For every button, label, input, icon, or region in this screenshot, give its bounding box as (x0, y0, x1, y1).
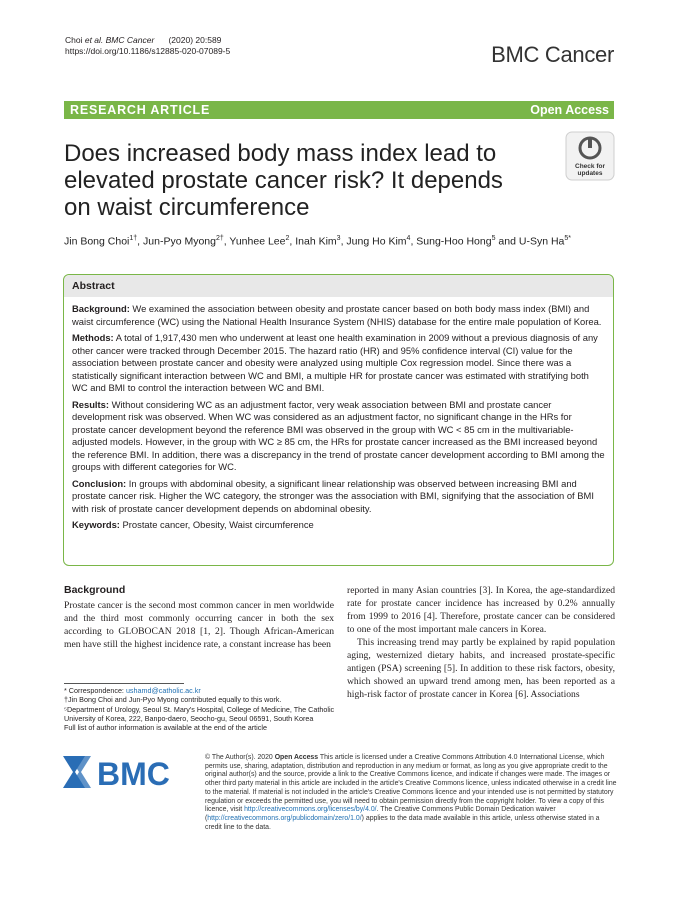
abstract-background (72, 303, 606, 328)
author-name: Jung Ho Kim (346, 235, 407, 248)
author-name: Inah Kim (295, 235, 337, 248)
author-name: U-Syn Ha (518, 235, 565, 248)
citation-journal: et al. BMC Cancer (84, 35, 155, 45)
author-affiliation-mark: 5* (564, 235, 571, 242)
author-affiliation-mark: 2† (215, 235, 224, 242)
author-name: Yunhee Lee (229, 235, 286, 248)
author-list: Jin Bong Choi$^{1\dagger}$, Jun-Pyo Myong$^{2\dagger}$, Yunhee Lee$^2$, Inah Kim$^3$, Jung Ho Kim$^4$, Sung-Hoo Hong$^5$ and U-Syn $Ha^{5*}$ (64, 235, 571, 248)
bmc-logo (63, 752, 191, 792)
citation-authors: Choi (65, 35, 85, 45)
section-text: A total of 1,917,430 men who underwent at least one health examination in 2009 without a previous diagnosis of any other cancer were tracked through December 2015. The hazard ratio (HR) and 95% confidence interval (CI) value for the association between prostate cancer and obesity were analyzed using multiple Cox regression model. Since there was a statistically significant interaction between WC and BMI, a multiple HR for prostate cancer was estimated with stratifying both WC and BMI to control the interaction between WC and BMI. (72, 332, 598, 393)
article-type: RESEARCH ARTICLE (70, 103, 211, 117)
paragraph: Prostate cancer is the second most common cancer in men worldwide and the third most commonly occurring cancer in both the sex according to GLOBOCAN 2018 [1, 2]. Though African-American men have still the highest incidence rate, a constant increase has been (64, 600, 334, 650)
cc-by-link[interactable]: http://creativecommons.org/licenses/by/4.0/ (244, 806, 377, 814)
abstract-conclusion (72, 478, 606, 516)
section-label: Keywords: (72, 519, 120, 530)
abstract-results (72, 399, 606, 474)
open-access-bold: Open Access (274, 754, 319, 761)
author-affiliation-mark: 3 (336, 235, 341, 242)
abstract-body (72, 303, 606, 536)
badge-line-2: updates (577, 170, 603, 177)
author-affiliation-mark: 4 (406, 235, 411, 242)
svg-text:BMC: BMC (97, 756, 170, 792)
license-body: This article is licensed under a Creative Commons Attribution 4.0 International License, which permits use, sharing, adaptation, distribution and reproduction in any medium or format, as long as you give appropriate credit to the original author(s) and the source, provide a link to the Creative Commons licence, and indicate if changes were made. The images or other third party material in this article are included in the article's Creative Commons licence, unless indicated otherwise in a credit line to the material. If material is not included in the article's Creative Commons licence and your intended use is not permitted by statutory regulation or exceeds the permitted use, you will need to obtain permission directly from the copyright holder. To view a copy of this licence, visit (205, 754, 617, 814)
bmc-logo-icon (63, 752, 191, 792)
check-for-updates-icon (565, 131, 615, 181)
author-affiliation-mark: 2 (285, 235, 290, 242)
abstract-box (63, 274, 614, 566)
license-text (205, 754, 617, 832)
author-affiliation-mark: 1† (129, 235, 138, 242)
equal-contribution-note: †Jin Bong Choi and Jun-Pyo Myong contributed equally to this work. (64, 695, 282, 705)
section-label: Results: (72, 398, 109, 410)
journal-name: BMC Cancer (491, 42, 614, 67)
license-body: . The Creative Commons Public Domain Dedication waiver ( (205, 806, 556, 822)
section-label: Conclusion: (72, 477, 127, 489)
doi-link[interactable]: https://doi.org/10.1186/s12885-020-07089-5 (65, 46, 231, 56)
paragraph: This increasing trend may partly be explained by rapid population aging, westernized dietary habits, and increased prostate-specific antigen (PSA) screening [5]. In addition to these risk factors, obesity, which showed an upward trend among men, has been reported as a high-risk factor of prostate cancer in Korea [6]. Associations (347, 637, 615, 700)
cc-zero-link[interactable]: http://creativecommons.org/publicdomain/zero/1.0/ (207, 814, 362, 822)
author-name: Jun-Pyo Myong (143, 235, 216, 248)
citation-year: (2020) 20:589 (168, 35, 222, 45)
section-text: In groups with abdominal obesity, a significant linear relationship was observed between increasing BMI and prostate cancer risk. Higher the WC category, the stronger was the association with BMI, signifying that the association of BMI with risk of prostate cancer development depends on abdominal obesity. (72, 477, 594, 514)
article-type-banner (64, 101, 614, 119)
license-body: ) applies to the data made available in this article, unless otherwise stated in a credit line to the data. (205, 814, 600, 831)
paragraph: reported in many Asian countries [3]. In Korea, the age-standardized rate for prostate cancer incidence has increased by 0.2% annually from 1999 to 2016 [4]. Therefore, prostate cancer can be considered to one of the most important male cancers in Korea. (347, 585, 615, 635)
author-info-note: Full list of author information is available at the end of the article (64, 723, 267, 733)
correspondence-label: * Correspondence: (64, 686, 126, 695)
citation-header (65, 35, 230, 57)
section-text: We examined the association between obesity and prostate cancer based on both body mass index (BMI) and waist circumference (WC) using the National Health Insurance System (NHIS) database for the entire male population of Korea. (72, 303, 602, 327)
section-label: Methods: (72, 332, 114, 343)
abstract-header (64, 275, 613, 297)
copyright: © The Author(s). 2020 (205, 754, 275, 761)
author-affiliation-mark: 5 (491, 235, 496, 242)
abstract-keywords (72, 519, 606, 532)
abstract-heading: Abstract (72, 280, 115, 292)
open-access-label: Open Access (530, 103, 609, 117)
affiliation-note: ⁵Department of Urology, Seoul St. Mary's Hospital, College of Medicine, The Catholic University of Korea, 222, Banpo-daero, Seocho-gu, Seoul 06591, South Korea (64, 704, 335, 723)
author-name: Jin Bong Choi (64, 235, 130, 248)
article-title: Does increased body mass index lead to elevated prostate cancer risk? It depends on waist circumference (64, 140, 503, 221)
footnote-divider (64, 683, 184, 684)
check-for-updates-badge[interactable] (565, 131, 615, 181)
section-heading: Background (64, 584, 126, 596)
body-column-right (347, 584, 615, 701)
abstract-methods (72, 332, 606, 395)
section-text: Prostate cancer, Obesity, Waist circumference (119, 519, 314, 530)
author-name: Sung-Hoo Hong (416, 235, 492, 248)
badge-line-1: Check for (575, 163, 605, 170)
section-label: Background: (72, 303, 130, 314)
body-column-left (64, 584, 334, 651)
correspondence-email-link[interactable]: ushamd@catholic.ac.kr (125, 686, 201, 695)
section-text: Without considering WC as an adjustment factor, very weak association between BMI and prostate cancer development risk was observed. When WC was considered as an adjustment factor, no significant change in the HRs for prostate cancer development beyond the reference BMI was observed in the group with WC < 85 cm in the multivariable-adjusted models. However, in the group with WC ≥ 85 cm, the HRs for prostate cancer increased as the BMI increased beyond the reference BMI. In addition, there was a discrepancy in the trend of prostate cancer development according to BMI among the groups with different categories for WC. (72, 398, 605, 472)
footnotes (64, 686, 339, 732)
